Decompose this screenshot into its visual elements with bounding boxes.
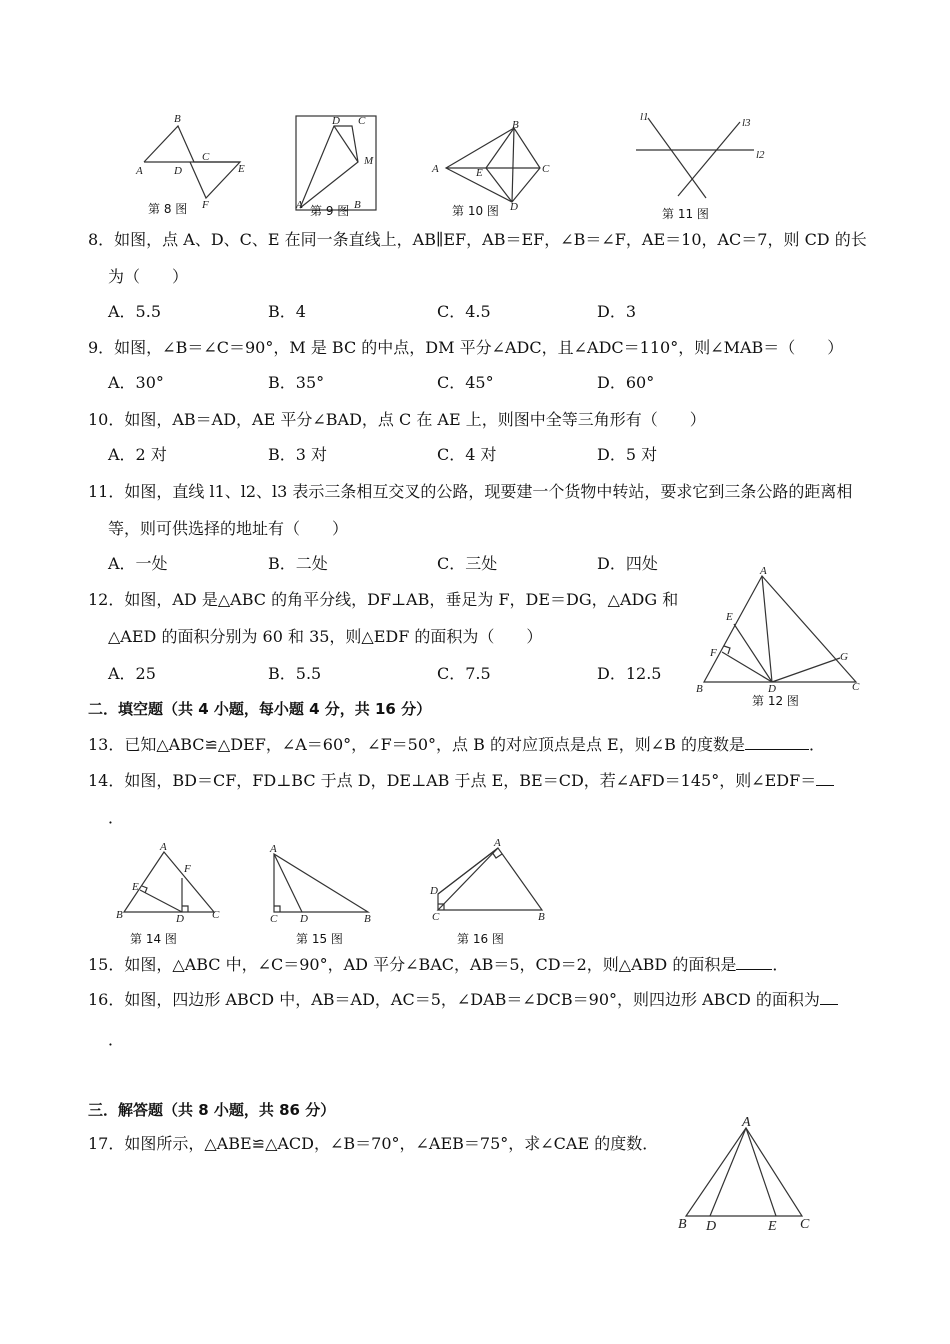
fig12-label-g: G (840, 651, 848, 663)
fig9-label-a: A (296, 199, 303, 211)
fig8-label-b: B (174, 113, 181, 125)
fig12-label-f: F (710, 647, 717, 659)
q10-text: 10．如图，AB＝AD，AE 平分∠BAD，点 C 在 AE 上，则图中全等三角形有（ ） (88, 410, 706, 429)
q12-option-c[interactable]: C．7.5 (437, 664, 491, 683)
fig9-label-m: M (364, 155, 374, 167)
q11-option-b[interactable]: B．二处 (268, 554, 328, 573)
fig10-label-e: E (476, 167, 483, 179)
q14-stem: 14．如图，BD＝CF，FD⊥BC 于点 D，DE⊥AB 于点 E，BE＝CD，若∠AFD＝145°，则∠EDF＝ (88, 771, 817, 790)
q12-text: 12．如图，AD 是△ABC 的角平分线，DF⊥AB，垂足为 F，DE＝DG，△ADG 和 (88, 590, 679, 609)
figure-14 (110, 840, 230, 925)
fig15-label-c: C (270, 913, 278, 925)
q14-end: ． (108, 808, 125, 827)
fig8-caption: 第 8 图 (148, 202, 188, 216)
q16-text (88, 990, 838, 1010)
q13-stem: 13．已知△ABC≌△DEF，∠A＝60°，∠F＝50°，点 B 的对应顶点是点 E，则∠B 的度数是 (88, 735, 745, 754)
fig14-caption: 第 14 图 (130, 932, 177, 946)
q11-option-c[interactable]: C．三处 (437, 554, 498, 573)
figure-15 (262, 840, 382, 925)
fig12-label-c: C (852, 681, 860, 693)
fig8-label-a: A (136, 165, 143, 177)
fig16-label-d: D (430, 885, 438, 897)
q12-text-cont: △AED 的面积分别为 60 和 35，则△EDF 的面积为（ ） (108, 627, 543, 646)
q12-option-a[interactable]: A．25 (108, 664, 156, 683)
q9-option-a[interactable]: A．30° (108, 373, 164, 392)
fig12-label-d: D (768, 683, 776, 695)
q15-answer-blank[interactable] (736, 955, 772, 970)
fig17-label-a: A (742, 1115, 751, 1130)
fig17-label-b: B (678, 1217, 687, 1232)
q16-answer-blank[interactable] (820, 990, 838, 1005)
fig9-label-d: D (332, 115, 340, 127)
q16-end: ． (108, 1030, 125, 1049)
fig17-label-e: E (768, 1219, 777, 1234)
q9-option-b[interactable]: B．35° (268, 373, 325, 392)
fig16-label-c: C (432, 911, 440, 923)
fig14-label-e: E (132, 881, 139, 893)
fig16-label-b: B (538, 911, 545, 923)
fig10-label-a: A (432, 163, 439, 175)
q9-option-c[interactable]: C．45° (437, 373, 494, 392)
q8-option-b[interactable]: B．4 (268, 302, 306, 321)
fig8-label-e: E (238, 163, 245, 175)
fig15-caption: 第 15 图 (296, 932, 343, 946)
fig10-label-d: D (510, 201, 518, 213)
q8-text: 8．如图，点 A、D、C、E 在同一条直线上，AB∥EF，AB＝EF，∠B＝∠F，AE＝10，AC＝7，则 CD 的长 (88, 230, 867, 249)
fig11-label-l1: l1 (640, 111, 649, 123)
fig12-label-e: E (726, 611, 733, 623)
q11-option-d[interactable]: D．四处 (597, 554, 658, 573)
q15-end: ． (772, 955, 789, 974)
q13-answer-blank[interactable] (745, 735, 809, 750)
fig10-label-b: B (512, 119, 519, 131)
fig17-label-d: D (706, 1219, 717, 1234)
q14-text (88, 771, 834, 791)
q16-stem: 16．如图，四边形 ABCD 中，AB＝AD，AC＝5，∠DAB＝∠DCB＝90°，则四边形 ABCD 的面积为 (88, 990, 820, 1009)
fig16-label-a: A (494, 837, 501, 849)
fig12-label-b: B (696, 683, 703, 695)
fig15-label-d: D (300, 913, 308, 925)
fig15-label-a: A (270, 843, 277, 855)
q15-text (88, 955, 788, 975)
fig10-label-c: C (542, 163, 550, 175)
q8-text-cont: 为（ ） (108, 267, 189, 286)
fig8-label-f: F (202, 199, 209, 211)
figure-10 (428, 114, 558, 214)
figure-16 (422, 834, 552, 924)
figure-17 (672, 1112, 822, 1237)
q10-option-d[interactable]: D．5 对 (597, 445, 658, 464)
fig14-label-a: A (160, 841, 167, 853)
fig16-caption: 第 16 图 (457, 932, 504, 946)
q8-option-d[interactable]: D．3 (597, 302, 637, 321)
fig11-label-l2: l2 (756, 149, 765, 161)
q9-option-d[interactable]: D．60° (597, 373, 655, 392)
fig17-label-c: C (800, 1217, 810, 1232)
figure-11 (630, 108, 770, 208)
fig8-label-c: C (202, 151, 210, 163)
fig9-caption: 第 9 图 (310, 204, 350, 218)
section-2-heading: 二．填空题（共 4 小题，每小题 4 分，共 16 分） (88, 700, 432, 718)
q15-stem: 15．如图，△ABC 中，∠C＝90°，AD 平分∠BAC，AB＝5，CD＝2，则△ABD 的面积是 (88, 955, 737, 974)
fig8-label-d: D (174, 165, 182, 177)
q10-option-a[interactable]: A．2 对 (108, 445, 167, 464)
q11-option-a[interactable]: A．一处 (108, 554, 168, 573)
fig14-label-d: D (176, 913, 184, 925)
fig14-label-b: B (116, 909, 123, 921)
fig12-caption: 第 12 图 (752, 694, 799, 708)
figure-12 (690, 562, 870, 697)
fig10-caption: 第 10 图 (452, 204, 499, 218)
fig14-label-c: C (212, 909, 220, 921)
fig11-caption: 第 11 图 (662, 207, 709, 221)
q13-end: ． (808, 735, 825, 754)
fig14-label-f: F (184, 863, 191, 875)
fig15-label-b: B (364, 913, 371, 925)
q10-option-b[interactable]: B．3 对 (268, 445, 328, 464)
q8-option-c[interactable]: C．4.5 (437, 302, 491, 321)
q11-text-cont: 等，则可供选择的地址有（ ） (108, 519, 349, 538)
fig9-label-c: C (358, 115, 366, 127)
fig11-label-l3: l3 (742, 117, 751, 129)
q12-option-d[interactable]: D．12.5 (597, 664, 662, 683)
q13-text (88, 735, 825, 755)
fig9-label-b: B (354, 199, 361, 211)
section-3-heading: 三．解答题（共 8 小题，共 86 分） (88, 1101, 336, 1119)
q9-text: 9．如图，∠B＝∠C＝90°，M 是 BC 的中点，DM 平分∠ADC，且∠ADC＝110°，则∠MAB＝（ ） (88, 338, 844, 357)
q10-option-c[interactable]: C．4 对 (437, 445, 497, 464)
q11-text: 11．如图，直线 l1、l2、l3 表示三条相互交叉的公路，现要建一个货物中转站，要求它到三条公路的距离相 (88, 482, 853, 501)
q12-option-b[interactable]: B．5.5 (268, 664, 322, 683)
fig12-label-a: A (760, 565, 767, 577)
q8-option-a[interactable]: A．5.5 (108, 302, 162, 321)
q17-text: 17．如图所示，△ABE≌△ACD，∠B＝70°，∠AEB＝75°，求∠CAE 的度数． (88, 1134, 659, 1153)
q14-answer-blank[interactable] (816, 771, 834, 786)
